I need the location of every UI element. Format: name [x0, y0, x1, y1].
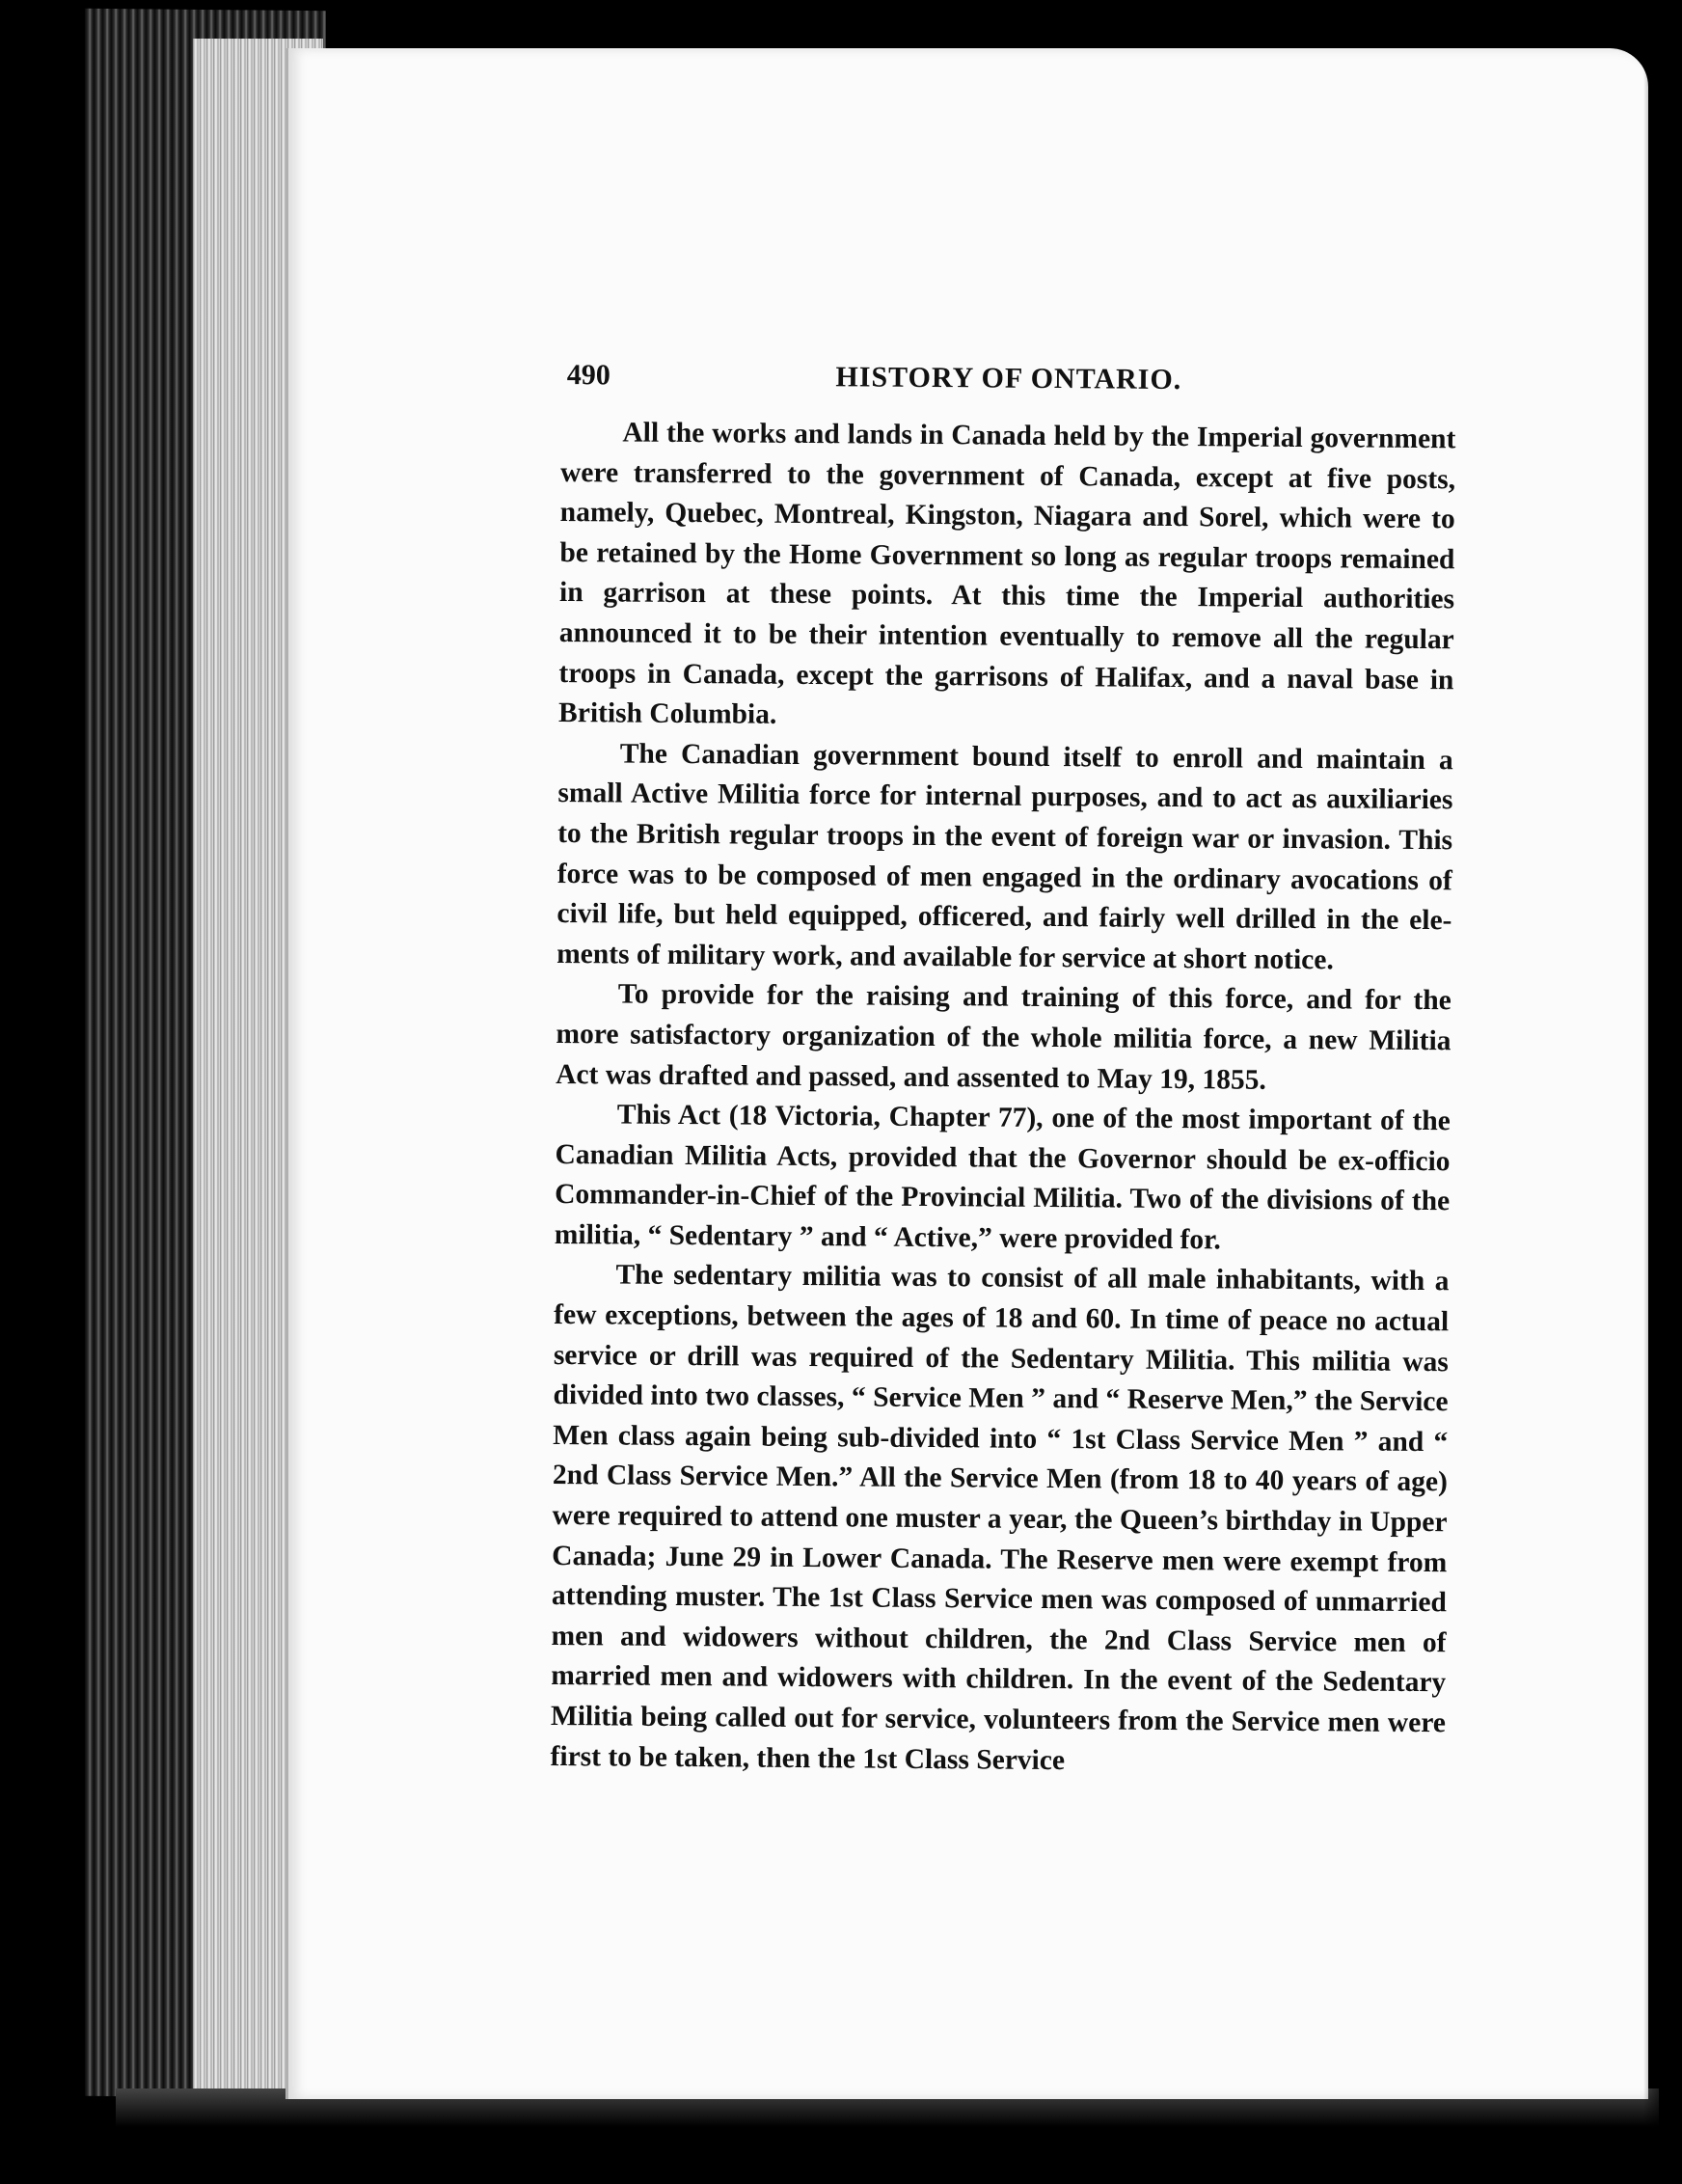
page-number: 490	[566, 359, 610, 392]
paragraph-3: To provide for the raising and training of this force, and for the more satisfactory organization of the whole militia force, a new Militia Act was drafted and passed, and assented to May 19, 1855.	[556, 978, 1451, 1096]
running-title: HISTORY OF ONTARIO.	[835, 361, 1182, 396]
paragraph-5: The sedentary militia was to consist of all male inhabitants, with a few exceptions, between the ages of 18 and 60. In time of peace no actual service or drill was required of the Sedentary Militia. This militia was divided into two classes, “ Service Men ” and “ Reserve Men,” the Service Men class again being sub-divided into “ 1st Class Service Men ” and “ 2nd Class Service Men.” All the Service Men (from 18 to 40 years of age) were required to attend one muster a year, the Queen’s birthday in Upper Canada; June 29 in Lower Canada. The Reserve men were exempt from attending muster. The 1st Class Service men was composed of unmarried men and widowers without children, the 2nd Class Service men of married men and widowers with children. In the event of the Sedentary Militia being called out for service, volunteers from the Service men were first to be taken, then the 1st Class Service	[550, 1259, 1450, 1776]
right-edge-shadow	[1643, 0, 1682, 2184]
paragraph-2: The Canadian government bound itself to enroll and maintain a small Active Militia force for internal purposes, and to act as auxiliaries to the British regular troops in the event of foreign war or invasion. This force was to be composed of men engaged in the ordinary avocations of civil life, but held equipped, officered, and fairly well drilled in the elements of military work, and available for service at short notice.	[556, 738, 1453, 976]
paragraph-1: All the works and lands in Canada held by the Imperial government were transferred to the government of Canada, except at five posts, namely, Quebec, Montreal, Kingston, Niagara and Sorel, which were to be retained by the Home Government so long as regular troops remained in garrison at these points. At this time the Imperial authorities announced it to be their intention eventually to remove all the regular troops in Canada, except the garrisons of Halifax, and a naval base in British Columbia.	[557, 417, 1456, 730]
paragraph-4: This Act (18 Victoria, Chapter 77), one of the most important of the Canadian Militia Acts, provided that the Governor should be ex-officio Commander-in-Chief of the Provincial Militia. Two of the divisions of the militia, “ Sedentary ” and “ Active,” were provided for.	[554, 1099, 1451, 1256]
running-head	[561, 359, 1456, 414]
page-content	[550, 359, 1456, 1784]
